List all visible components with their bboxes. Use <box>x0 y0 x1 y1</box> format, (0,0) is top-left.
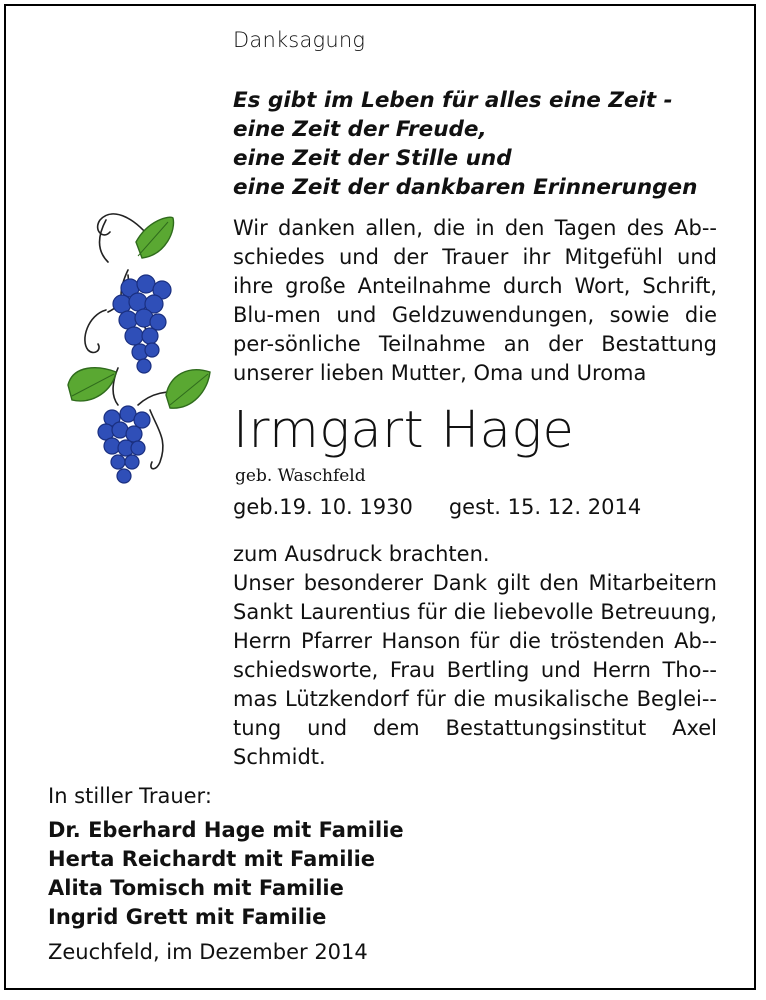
place-date: Zeuchfeld, im Dezember 2014 <box>48 940 368 964</box>
mourner: Herta Reichardt mit Familie <box>48 847 376 871</box>
closing-text: Unser besonderer Dank gilt den Mitarbeitern Sankt Laurentius für die liebevolle Betreuung, Herrn Pfarrer Hanson für die tröstenden Ab-schiedsworte, Frau Bertling und Herrn Tho-mas Lützkendorf für die musikalische Beglei-tung und dem Bestattungsinstitut Axel Schmidt. <box>233 571 717 769</box>
birth-name: geb. Waschfeld <box>235 466 366 486</box>
motto-line: Es gibt im Leben für alles eine Zeit - <box>233 88 673 113</box>
mourners-list <box>48 816 404 932</box>
mourner: Dr. Eberhard Hage mit Familie <box>48 818 404 842</box>
closing-paragraph <box>233 540 717 772</box>
mourner: Ingrid Grett mit Familie <box>48 905 327 929</box>
heading: Danksagung <box>233 28 366 52</box>
thanks-paragraph: Wir danken allen, die in den Tagen des Ab-schiedes und der Trauer ihr Mitgefühl und ihre große Anteilnahme durch Wort, Schrift, Blu-men und Geldzuwendungen, sowie die per-sönliche Teilnahme an der Bestattung unserer lieben Mutter, Oma und Uroma <box>233 216 717 385</box>
mourning-label: In stiller Trauer: <box>48 784 212 808</box>
life-dates <box>233 495 641 519</box>
motto <box>233 86 713 202</box>
mourner: Alita Tomisch mit Familie <box>48 876 344 900</box>
leaf-icon <box>166 370 210 408</box>
birth-date: geb.19. 10. 1930 <box>233 495 413 519</box>
grape-vine-illustration <box>58 200 218 495</box>
closing-line: zum Ausdruck brachten. <box>233 542 490 566</box>
death-date: gest. 15. 12. 2014 <box>448 495 642 519</box>
motto-line: eine Zeit der dankbaren Erinnerungen <box>233 175 698 200</box>
grape-bunch-icon <box>113 275 171 373</box>
leaf-icon <box>136 217 174 258</box>
grape-bunch-icon <box>98 406 150 483</box>
motto-line: eine Zeit der Freude, <box>233 117 487 142</box>
deceased-name: Irmgart Hage <box>233 401 575 460</box>
leaf-icon <box>68 368 116 401</box>
motto-line: eine Zeit der Stille und <box>233 146 512 171</box>
